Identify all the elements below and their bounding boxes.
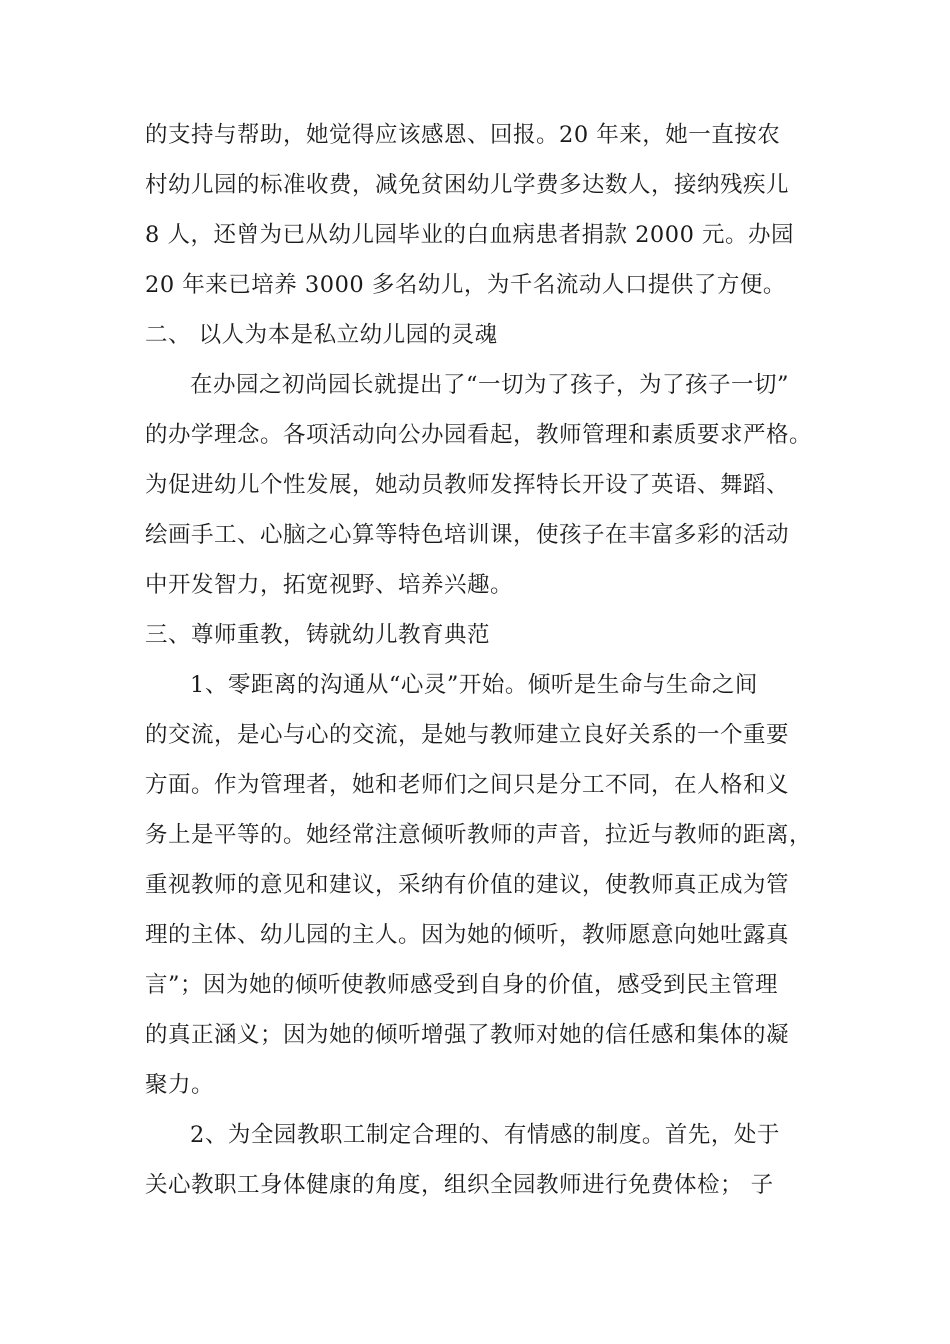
text-line: 的真正涵义；因为她的倾听增强了教师对她的信任感和集体的凝 xyxy=(145,1022,790,1048)
text-line: 的交流，是心与心的交流，是她与教师建立良好关系的一个重要 xyxy=(145,722,790,748)
text-line: 的支持与帮助，她觉得应该感恩、回报。20 年来，她一直按农 xyxy=(145,122,781,148)
section-heading: 二、 以人为本是私立幼儿园的灵魂 xyxy=(145,322,498,348)
text-line: 理的主体、幼儿园的主人。因为她的倾听，教师愿意向她吐露真 xyxy=(145,922,790,948)
text-line: 1、零距离的沟通从“心灵”开始。倾听是生命与生命之间 xyxy=(190,672,758,698)
text-line: 为促进幼儿个性发展，她动员教师发挥特长开设了英语、舞蹈、 xyxy=(145,472,790,498)
text-line: 方面。作为管理者，她和老师们之间只是分工不同，在人格和义 xyxy=(145,772,790,798)
text-line: 在办园之初尚园长就提出了“一切为了孩子，为了孩子一切” xyxy=(190,372,790,398)
text-line: 聚力。 xyxy=(145,1072,215,1098)
text-line: 2、为全园教职工制定合理的、有情感的制度。首先，处于 xyxy=(190,1122,780,1148)
text-line: 中开发智力，拓宽视野、培养兴趣。 xyxy=(145,572,514,598)
text-line: 绘画手工、心脑之心算等特色培训课，使孩子在丰富多彩的活动 xyxy=(145,522,790,548)
text-line: 重视教师的意见和建议，采纳有价值的建议，使教师真正成为管 xyxy=(145,872,790,898)
text-line: 8 人，还曾为已从幼儿园毕业的白血病患者捐款 2000 元。办园 xyxy=(145,222,795,248)
text-line: 关心教职工身体健康的角度，组织全园教师进行免费体检； 子 xyxy=(145,1172,774,1198)
section-heading: 三、尊师重教，铸就幼儿教育典范 xyxy=(145,622,491,648)
text-line: 的办学理念。各项活动向公办园看起，教师管理和素质要求严格。 xyxy=(145,422,813,448)
text-line: 20 年来已培养 3000 多名幼儿，为千名流动人口提供了方便。 xyxy=(145,272,786,298)
text-line: 务上是平等的。她经常注意倾听教师的声音，拉近与教师的距离， xyxy=(145,822,813,848)
text-line: 村幼儿园的标准收费，减免贫困幼儿学费多达数人，接纳残疾儿 xyxy=(145,172,790,198)
text-line: 言”；因为她的倾听使教师感受到自身的价值，感受到民主管理 xyxy=(145,972,779,998)
